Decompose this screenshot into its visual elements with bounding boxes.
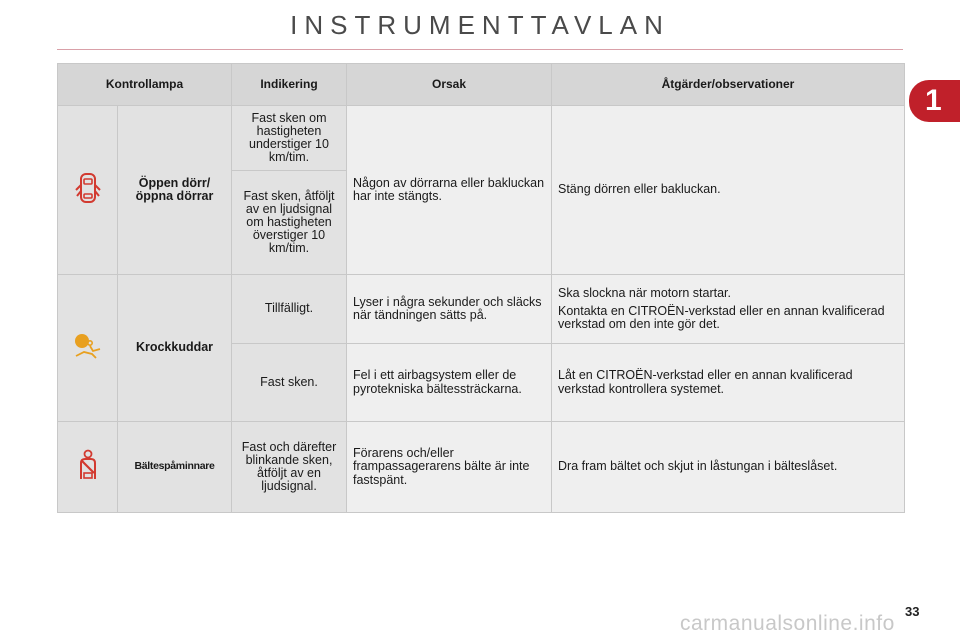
table-row xyxy=(58,422,905,513)
watermark: carmanualsonline.info xyxy=(680,612,895,635)
column-header-cause: Orsak xyxy=(347,64,552,106)
cause-cell: Förarens och/eller frampassagerarens bälte är inte fastspänt. xyxy=(347,422,552,513)
chapter-tab[interactable] xyxy=(909,80,960,122)
indication-cell: Fast sken, åtföljt av en ljudsignal om hastigheten överstiger 10 km/tim. xyxy=(232,171,347,275)
warning-lamp-table xyxy=(57,63,905,513)
indication-cell: Fast sken. xyxy=(232,344,347,422)
table-header-row xyxy=(58,64,905,106)
cause-cell: Någon av dörrarna eller bakluckan har inte stängts. xyxy=(347,106,552,275)
action-text: Kontakta en CITROËN-verkstad eller en annan kvalificerad verkstad om den inte gör det. xyxy=(558,303,885,332)
column-header-indication: Indikering xyxy=(232,64,347,106)
action-text: Stäng dörren eller bakluckan. xyxy=(558,182,721,197)
action-text: Dra fram bältet och skjut in låstungan i bälteslåset. xyxy=(558,459,838,474)
seatbelt-lamp-cell xyxy=(58,422,118,513)
action-cell xyxy=(552,275,905,344)
action-text: Ska slockna när motorn startar. xyxy=(558,285,731,300)
indication-cell: Fast och därefter blinkande sken, åtföljt av en ljudsignal. xyxy=(232,422,347,513)
lamp-name: Bältespåminnare xyxy=(118,422,232,513)
door-open-icon xyxy=(75,170,101,206)
airbag-icon xyxy=(72,332,104,360)
lamp-name: Öppen dörr/öppna dörrar xyxy=(118,106,232,275)
column-header-lamp: Kontrollampa xyxy=(58,64,232,106)
indication-cell: Tillfälligt. xyxy=(232,275,347,344)
indication-cell: Fast sken om hastigheten understiger 10 km/tim. xyxy=(232,106,347,171)
table-row xyxy=(58,106,905,171)
action-cell xyxy=(552,106,905,275)
lamp-name: Krockkuddar xyxy=(118,275,232,422)
chapter-number: 1 xyxy=(925,84,942,117)
action-text: Låt en CITROËN-verkstad eller en annan kvalificerad verkstad kontrollera systemet. xyxy=(558,368,853,396)
seatbelt-icon xyxy=(77,449,99,481)
title-divider xyxy=(57,49,903,50)
door-lamp-cell xyxy=(58,106,118,275)
cause-cell: Lyser i några sekunder och släcks när tändningen sätts på. xyxy=(347,275,552,344)
airbag-lamp-cell xyxy=(58,275,118,422)
page-title: INSTRUMENTTAVLAN xyxy=(290,10,670,40)
page-number: 33 xyxy=(905,604,920,619)
table-row xyxy=(58,275,905,344)
action-cell xyxy=(552,422,905,513)
action-cell xyxy=(552,344,905,422)
column-header-actions: Åtgärder/observationer xyxy=(552,64,905,106)
cause-cell: Fel i ett airbagsystem eller de pyrotekniska bältessträckarna. xyxy=(347,344,552,422)
